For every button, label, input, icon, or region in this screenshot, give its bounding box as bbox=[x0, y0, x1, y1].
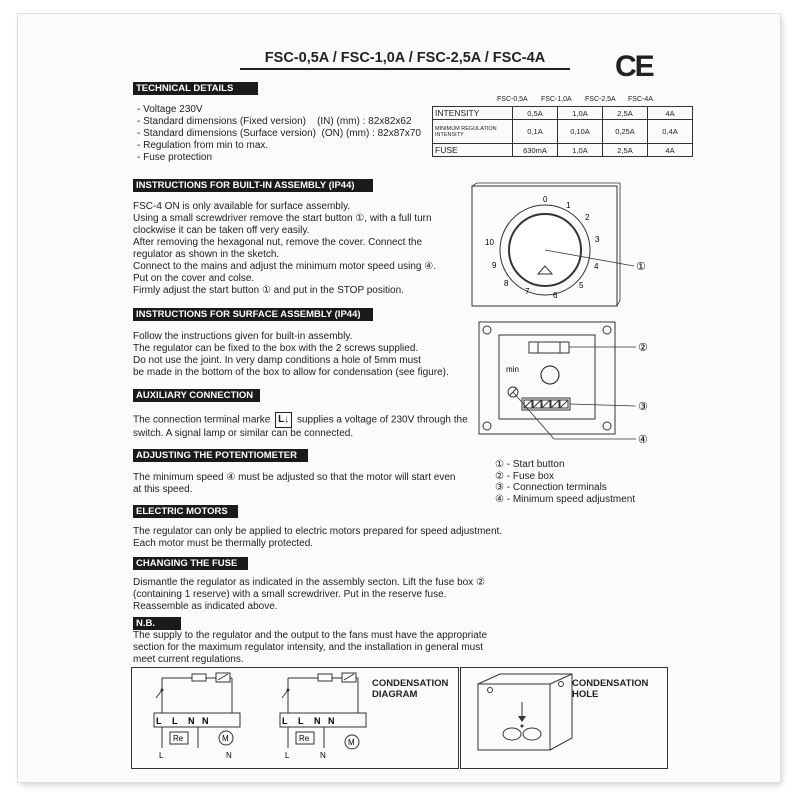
spec-cell: 630mA bbox=[513, 144, 558, 157]
dial-number: 10 bbox=[485, 238, 494, 247]
terminal-label: N bbox=[328, 716, 335, 726]
tech-line: - Standard dimensions (Fixed version) (IN) (mm) : 82x82x62 bbox=[137, 116, 412, 127]
spec-cell: 1,0A bbox=[558, 107, 603, 120]
screw-hole bbox=[488, 688, 493, 693]
tech-line: - Fuse protection bbox=[137, 152, 213, 163]
fuse-line: Dismantle the regulator as indicated in the assembly secton. Lift the fuse box ② bbox=[133, 577, 485, 588]
drain-hole bbox=[521, 725, 524, 728]
builtin-assembly-header: INSTRUCTIONS FOR BUILT-IN ASSEMBLY (IP44) bbox=[133, 179, 373, 192]
terminal-label: L bbox=[156, 716, 162, 726]
table-row bbox=[433, 107, 693, 120]
condensation-hole-sketch bbox=[470, 672, 580, 764]
down-arrow-icon bbox=[518, 716, 526, 722]
table-row bbox=[433, 144, 693, 157]
terminal-label: N bbox=[202, 716, 209, 726]
terminal-label: L bbox=[172, 716, 178, 726]
document-title: FSC-0,5A / FSC-1,0A / FSC-2,5A / FSC-4A bbox=[240, 50, 570, 70]
spec-cell: 0,4A bbox=[648, 120, 693, 144]
nb-text bbox=[133, 630, 487, 666]
wiring-diagram-2 bbox=[280, 673, 366, 760]
terminal-strip bbox=[280, 713, 366, 727]
spec-row-label: MINIMUM REGULATION INTENSITY bbox=[433, 120, 513, 144]
wiring-diagram-1 bbox=[154, 673, 240, 760]
dial-number: 1 bbox=[566, 201, 571, 210]
fuse-line: Reassemble as indicated above. bbox=[133, 601, 278, 612]
screw-hole bbox=[483, 326, 491, 334]
screw-hole bbox=[603, 326, 611, 334]
condensation-hole-title-line: CONDENSATION bbox=[572, 678, 649, 689]
dial-number: 5 bbox=[579, 281, 584, 290]
surface-line: Follow the instructions given for built-in assembly. bbox=[133, 331, 353, 342]
wire-label: L bbox=[159, 751, 164, 760]
switch-lever bbox=[282, 690, 288, 698]
resistor-icon bbox=[192, 674, 206, 681]
tech-line: - Standard dimensions (Surface version) (ON) (mm) : 82x87x70 bbox=[137, 128, 421, 139]
screw-hole bbox=[603, 422, 611, 430]
electric-motors-text bbox=[133, 526, 502, 550]
spec-col-header: FSC-1,0A bbox=[541, 96, 572, 103]
spec-cell: 2,5A bbox=[603, 144, 648, 157]
spec-table bbox=[432, 106, 693, 157]
auxiliary-line-1 bbox=[133, 412, 468, 428]
terminal-label: N bbox=[188, 716, 195, 726]
dial-sketch bbox=[462, 182, 662, 312]
potentiometer-text bbox=[133, 472, 455, 496]
callout-2: ② bbox=[638, 342, 648, 354]
spec-row-label: INTENSITY bbox=[433, 107, 513, 120]
spec-row-label: FUSE bbox=[433, 144, 513, 157]
switch-lever bbox=[156, 690, 162, 698]
surface-line: be made in the bottom of the box to allow for condensation (see figure). bbox=[133, 367, 449, 378]
builtin-line: regulator as shown in the sketch. bbox=[133, 249, 280, 260]
condensation-diagram-title-line: DIAGRAM bbox=[372, 689, 418, 700]
dial-number: 2 bbox=[585, 213, 590, 222]
terminal-label: L bbox=[282, 716, 288, 726]
dial-number: 4 bbox=[594, 262, 599, 271]
builtin-line: Using a small screwdriver remove the start button ①, with a full turn bbox=[133, 213, 432, 224]
tech-line: - Voltage 230V bbox=[137, 104, 203, 115]
box-perspective bbox=[478, 674, 572, 750]
callout-1: ① bbox=[636, 261, 646, 273]
builtin-line: clockwise it can be taken off very easily. bbox=[133, 225, 310, 236]
nb-line: section for the maximum regulator intensity, and the installation in general must bbox=[133, 642, 483, 653]
surface-line: The regulator can be fixed to the box with the 2 screws supplied. bbox=[133, 343, 419, 354]
terminal-strip bbox=[154, 713, 240, 727]
dial-number: 9 bbox=[492, 261, 497, 270]
condensation-diagram-title bbox=[372, 678, 448, 700]
motor-label: M bbox=[348, 738, 355, 747]
terminal-slot bbox=[533, 400, 541, 408]
technical-details-header: TECHNICAL DETAILS bbox=[133, 82, 258, 95]
wiring-diagrams bbox=[140, 668, 370, 768]
motor-label: M bbox=[222, 734, 229, 743]
terminal-slot bbox=[560, 400, 568, 408]
min-label: min bbox=[506, 365, 519, 374]
spec-col-header: FSC-4A bbox=[628, 96, 653, 103]
changing-fuse-text bbox=[133, 577, 485, 613]
spec-cell: 2,5A bbox=[603, 107, 648, 120]
condensation-diagram-title-line: CONDENSATION bbox=[372, 678, 449, 689]
dial-number: 6 bbox=[553, 291, 558, 300]
spec-cell: 0,1A bbox=[513, 120, 558, 144]
regulator-body bbox=[499, 335, 595, 419]
builtin-line: FSC-4 ON is only available for surface assembly. bbox=[133, 201, 351, 212]
legend-item: ③ - Connection terminals bbox=[495, 482, 607, 493]
builtin-assembly-text bbox=[133, 201, 436, 297]
condensation-hole-title bbox=[572, 678, 648, 700]
nb-line: The supply to the regulator and the output to the fans must have the appropriate bbox=[133, 630, 488, 641]
auxiliary-connection-header: AUXILIARY CONNECTION bbox=[133, 389, 260, 402]
dial-number: 8 bbox=[504, 279, 509, 288]
cable-entry bbox=[523, 728, 541, 740]
builtin-line: Connect to the mains and adjust the minimum motor speed using ④. bbox=[133, 261, 437, 272]
spec-col-header: FSC-0,5A bbox=[497, 96, 528, 103]
auxiliary-text-b: supplies a voltage of 230V through the bbox=[296, 414, 468, 426]
callout-line bbox=[513, 392, 554, 439]
terminal-screws bbox=[524, 400, 568, 408]
terminal-mark-icon: L↓ bbox=[275, 412, 292, 428]
electric-motors-header: ELECTRIC MOTORS bbox=[133, 505, 238, 518]
spec-cell: 0,25A bbox=[603, 120, 648, 144]
potentiometer bbox=[541, 366, 559, 384]
fuse-box bbox=[529, 342, 569, 353]
potentiometer-line: at this speed. bbox=[133, 484, 193, 495]
terminal-label: N bbox=[314, 716, 321, 726]
spec-col-header: FSC-2,5A bbox=[585, 96, 616, 103]
spec-cell: 0,10A bbox=[558, 120, 603, 144]
cable-entry bbox=[503, 728, 521, 740]
legend-item: ② - Fuse box bbox=[495, 470, 554, 482]
motors-line: The regulator can only be applied to electric motors prepared for speed adjustment. bbox=[133, 526, 503, 537]
wire-label: N bbox=[226, 751, 232, 760]
builtin-line: Firmly adjust the start button ① and put in the STOP position. bbox=[133, 285, 404, 296]
changing-fuse-header: CHANGING THE FUSE bbox=[133, 557, 248, 570]
box-edge bbox=[550, 674, 572, 684]
terminal-label: L bbox=[298, 716, 304, 726]
surface-assembly-text bbox=[133, 331, 449, 379]
relay-label: Re bbox=[299, 734, 310, 743]
potentiometer-header: ADJUSTING THE POTENTIOMETER bbox=[133, 449, 308, 462]
legend-item: ① - Start button bbox=[495, 459, 565, 470]
resistor-icon bbox=[318, 674, 332, 681]
nb-line: meet current regulations. bbox=[133, 654, 244, 665]
callout-line bbox=[570, 404, 636, 406]
spec-cell: 0,5A bbox=[513, 107, 558, 120]
wire-label: N bbox=[320, 751, 326, 760]
ce-mark: CE bbox=[615, 50, 653, 83]
fuse-line: (containing 1 reserve) with a small screwdriver. Put in the reserve fuse. bbox=[133, 589, 447, 600]
box-sketch bbox=[474, 318, 664, 448]
relay-label: Re bbox=[173, 734, 184, 743]
wire-label: L bbox=[285, 751, 290, 760]
dial-number: 7 bbox=[525, 287, 530, 296]
auxiliary-text bbox=[133, 412, 468, 440]
screw-hole bbox=[559, 682, 564, 687]
condensation-hole-title-line: HOLE bbox=[572, 689, 599, 700]
parts-legend bbox=[495, 459, 635, 505]
auxiliary-text-a: The connection terminal marke bbox=[133, 414, 271, 426]
technical-details-text bbox=[137, 104, 421, 164]
spec-cell: 4A bbox=[648, 144, 693, 157]
surface-line: Do not use the joint. In very damp conditions a hole of 5mm must bbox=[133, 355, 421, 366]
terminal-slot bbox=[551, 400, 559, 408]
screw-hole bbox=[483, 422, 491, 430]
dial-number: 0 bbox=[543, 195, 548, 204]
callout-4: ④ bbox=[638, 434, 648, 446]
spec-cell: 1,0A bbox=[558, 144, 603, 157]
terminal-slot bbox=[524, 400, 532, 408]
builtin-line: Put on the cover and colse. bbox=[133, 273, 255, 284]
builtin-line: After removing the hexagonal nut, remove the cover. Connect the bbox=[133, 237, 423, 248]
potentiometer-line: The minimum speed ④ must be adjusted so that the motor will start even bbox=[133, 472, 456, 483]
legend-item: ④ - Minimum speed adjustment bbox=[495, 493, 636, 505]
dial-number: 3 bbox=[595, 235, 600, 244]
table-row bbox=[433, 120, 693, 144]
terminal-slot bbox=[542, 400, 550, 408]
nb-header: N.B. bbox=[133, 617, 181, 630]
auxiliary-line-2: switch. A signal lamp or similar can be connected. bbox=[133, 428, 354, 439]
callout-3: ③ bbox=[638, 401, 648, 413]
surface-assembly-header: INSTRUCTIONS FOR SURFACE ASSEMBLY (IP44) bbox=[133, 308, 373, 321]
spec-cell: 4A bbox=[648, 107, 693, 120]
motors-line: Each motor must be thermally protected. bbox=[133, 538, 314, 549]
tech-line: - Regulation from min to max. bbox=[137, 140, 269, 151]
